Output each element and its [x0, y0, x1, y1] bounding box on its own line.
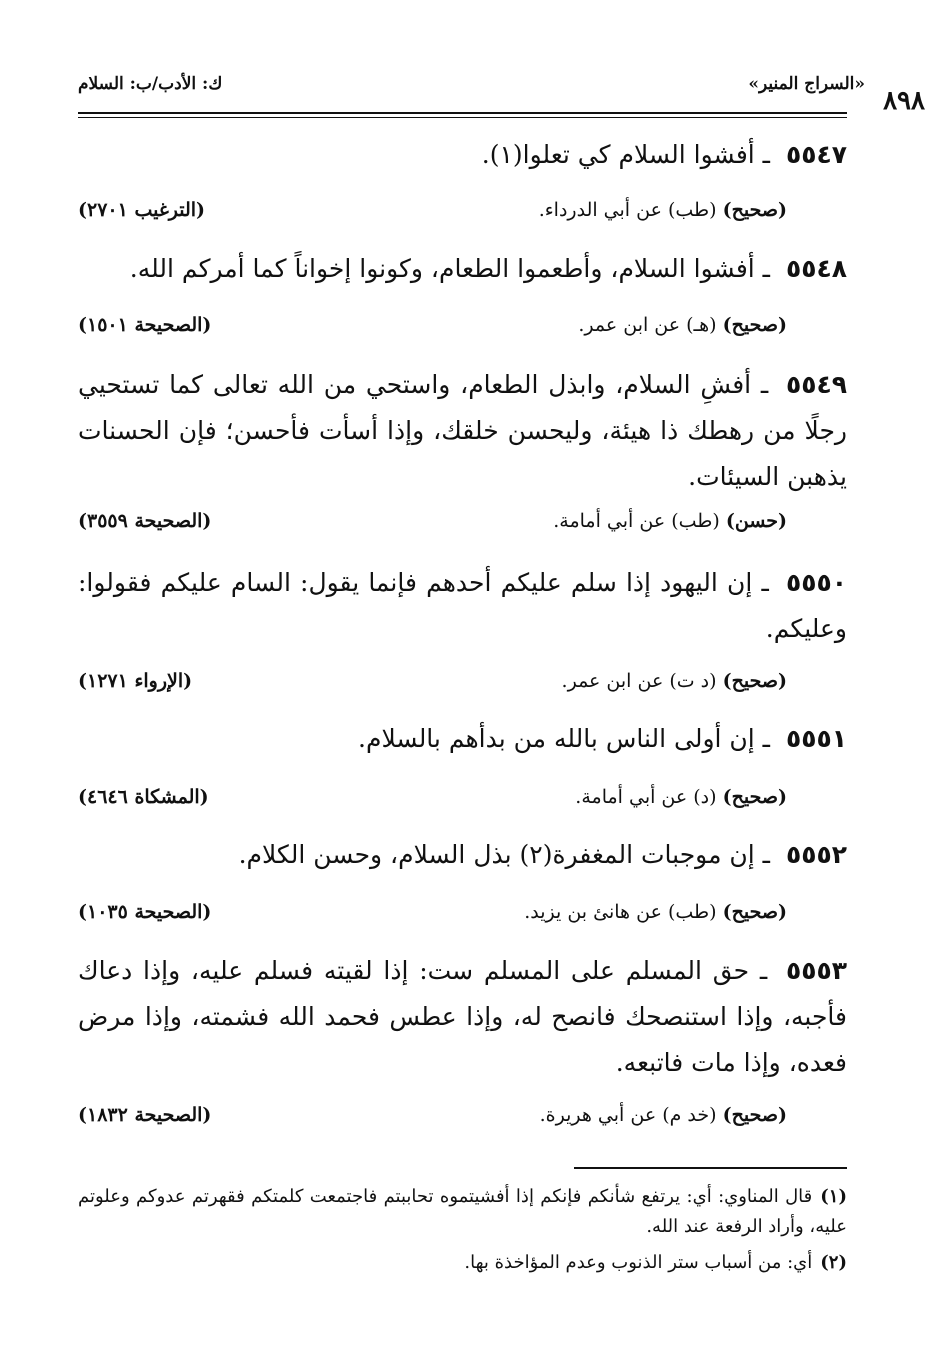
source-reference: (الصحيحة ٣٥٥٩): [78, 510, 212, 532]
footnote: [78, 1182, 847, 1242]
footnote-text: قال المناوي: أي: يرتفع شأنكم فإنكم إذا أفشيتموه تحاببتم فاجتمعت كلمتكم فقهرتم عدوكم وعلوتم عليه، وأراد الرفعة عند الله.: [78, 1186, 847, 1237]
source-reference: (الإرواء ١٢٧١): [78, 670, 193, 692]
hadith-grade: (صحيح): [722, 199, 787, 221]
hadith-text: أفشوا السلام، وأطعموا الطعام، وكونوا إخواناً كما أمركم الله.: [129, 254, 755, 283]
hadith-grade: (صحيح): [722, 670, 787, 692]
grade-and-narration: [524, 901, 787, 923]
citation-line: [78, 314, 847, 348]
hadith-narration: (طب) عن أبي الدرداء.: [538, 199, 717, 221]
hadith-entry: ٥٥٥٢ ـ إن موجبات المغفرة(٢) بذل السلام، وحسن الكلام.: [238, 840, 847, 869]
hadith-text: إن أولى الناس بالله من بدأهم بالسلام.: [358, 724, 755, 753]
grade-and-narration: [553, 510, 787, 532]
hadith-grade: (صحيح): [722, 1104, 787, 1126]
footnote: [78, 1248, 847, 1278]
grade-and-narration: [575, 786, 787, 808]
running-head: «السراج المنير»: [748, 74, 865, 94]
hadith-entry: ٥٥٤٩ ـ أفشِ السلام، وابذل الطعام، واستحي من الله تعالى كما تستحيي رجلًا من رهطك ذا هيئة، وليحسن خلقك، وإذا أسأت فأحسن؛ فإن الحسنات يذهبن السيئات.: [78, 370, 847, 491]
hadith-entry: ٥٥٤٨ ـ أفشوا السلام، وأطعموا الطعام، وكونوا إخواناً كما أمركم الله.: [129, 254, 847, 283]
hadith-number: ٥٥٤٧: [785, 140, 847, 169]
source-reference: (الترغيب ٢٧٠١): [78, 199, 206, 221]
chapter-heading: ك: الأدب/ب: السلام: [78, 74, 223, 94]
hadith-narration: (د) عن أبي أمامة.: [575, 786, 717, 808]
hadith-text: حق المسلم على المسلم ست: إذا لقيته فسلم عليه، وإذا دعاك فأجبه، وإذا استنصحك فانصح له، وإذا عطس فحمد الله فشمته، وإذا مرض فعده، وإذا مات فاتبعه.: [78, 956, 847, 1077]
hadith-number: ٥٥٥٠: [785, 568, 847, 597]
citation-line: [78, 786, 847, 820]
hadith-text: إن اليهود إذا سلم عليكم أحدهم فإنما يقول: السام عليكم فقولوا: وعليكم.: [78, 568, 847, 643]
grade-and-narration: [539, 199, 787, 221]
source-reference: (الصحيحة ١٨٣٢): [78, 1104, 212, 1126]
hadith-narration: (طب) عن أبي أمامة.: [553, 510, 720, 532]
hadith-entry: ٥٥٤٧ ـ أفشوا السلام كي تعلوا(١).: [481, 140, 847, 169]
footnote-mark: (٢): [820, 1252, 847, 1273]
hadith-number: ٥٥٥٣: [785, 956, 847, 985]
hadith-text: إن موجبات المغفرة(٢) بذل السلام، وحسن الكلام.: [238, 840, 755, 869]
hadith-text: أفشوا السلام كي تعلوا(١).: [481, 140, 755, 169]
page-header: [78, 66, 865, 106]
citation-line: [78, 199, 847, 233]
citation-line: [78, 1104, 847, 1138]
hadith-entry: ٥٥٥٠ ـ إن اليهود إذا سلم عليكم أحدهم فإنما يقول: السام عليكم فقولوا: وعليكم.: [78, 568, 847, 643]
page-number: ٨٩٨: [883, 86, 925, 116]
hadith-narration: (د ت) عن ابن عمر.: [561, 670, 717, 692]
citation-line: [78, 901, 847, 935]
footnote-text: أي: من أسباب ستر الذنوب وعدم المؤاخذة بها.: [464, 1252, 813, 1273]
hadith-number: ٥٥٤٨: [785, 254, 847, 283]
source-reference: (الصحيحة ١٠٣٥): [78, 901, 212, 923]
source-reference: (المشكاة ٤٦٤٦): [78, 786, 209, 808]
grade-and-narration: [578, 314, 787, 336]
hadith-grade: (صحيح): [722, 786, 787, 808]
citation-line: [78, 670, 847, 704]
hadith-narration: (طب) عن هانئ بن يزيد.: [524, 901, 717, 923]
hadith-entry: ٥٥٥٣ ـ حق المسلم على المسلم ست: إذا لقيته فسلم عليه، وإذا دعاك فأجبه، وإذا استنصحك فانصح له، وإذا عطس فحمد الله فشمته، وإذا مرض فعده، وإذا مات فاتبعه.: [78, 956, 847, 1077]
hadith-narration: (هـ) عن ابن عمر.: [578, 314, 717, 336]
hadith-entry: ٥٥٥١ ـ إن أولى الناس بالله من بدأهم بالسلام.: [358, 724, 847, 753]
hadith-grade: (صحيح): [722, 901, 787, 923]
footnote-mark: (١): [820, 1186, 847, 1207]
grade-and-narration: [562, 670, 787, 692]
header-rule-thick: [78, 112, 847, 114]
hadith-number: ٥٥٥٢: [785, 840, 847, 869]
source-reference: (الصحيحة ١٥٠١): [78, 314, 212, 336]
hadith-narration: (خد م) عن أبي هريرة.: [539, 1104, 717, 1126]
citation-line: [78, 510, 847, 544]
grade-and-narration: [540, 1104, 787, 1126]
header-rule-thin: [78, 117, 847, 118]
hadith-grade: (صحيح): [722, 314, 787, 336]
hadith-number: ٥٥٤٩: [785, 370, 847, 399]
hadith-text: أفشِ السلام، وابذل الطعام، واستحي من الله تعالى كما تستحيي رجلًا من رهطك ذا هيئة، وليحسن خلقك، وإذا أسأت فأحسن؛ فإن الحسنات يذهبن السيئات.: [78, 370, 847, 491]
footnote-separator: [574, 1167, 847, 1169]
hadith-grade: (حسن): [725, 510, 787, 532]
hadith-number: ٥٥٥١: [785, 724, 847, 753]
